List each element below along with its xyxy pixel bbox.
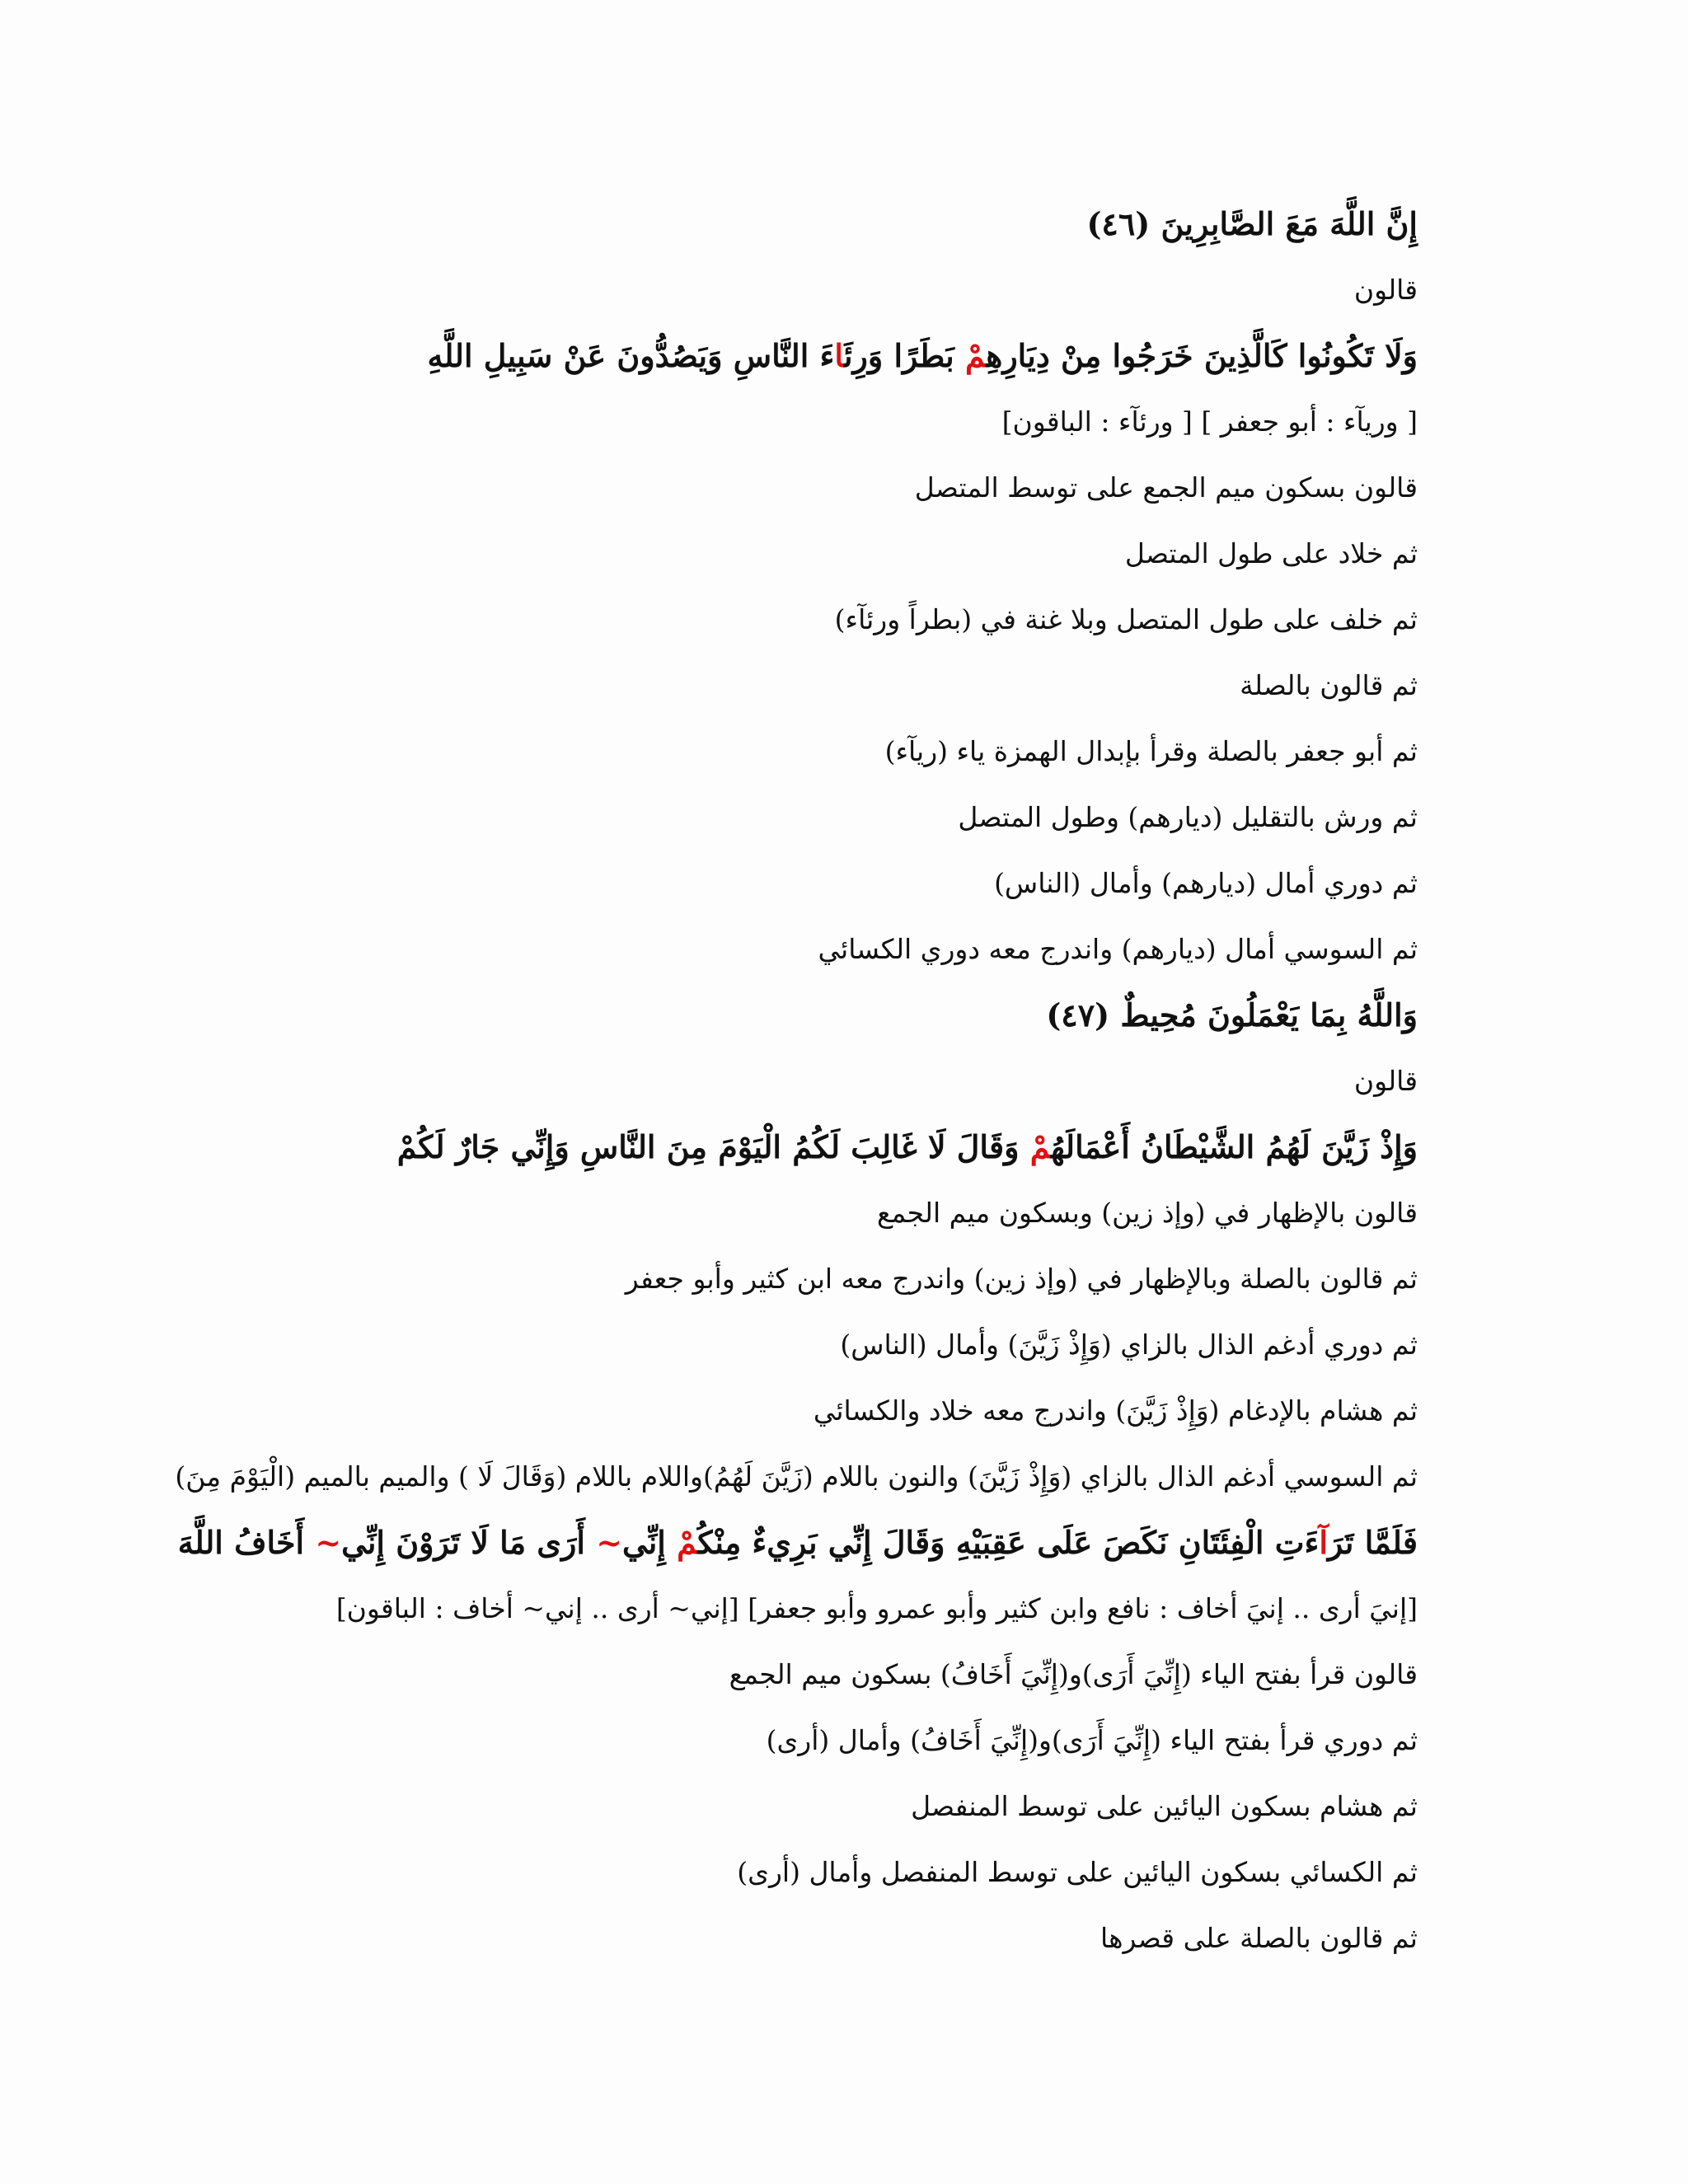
text-segment: ثم قالون بالصلة وبالإظهار في (وإذ زين) واندرج معه ابن كثير وأبو جعفر — [625, 1263, 1418, 1295]
text-segment: قالون بالإظهار في (وإذ زين) وبسكون ميم الجمع — [876, 1197, 1418, 1229]
highlighted-segment: ~ — [315, 1524, 342, 1561]
text-segment: ءَتِ الْفِئَتَانِ نَكَصَ عَلَى عَقِبَيْهِ وَقَالَ إِنِّي بَرِيءٌ مِنْكُ — [697, 1524, 1320, 1561]
note-line — [321, 1642, 1418, 1708]
verse-line — [321, 982, 1418, 1048]
text-segment: [إنيَ أرى .. إنيَ أخاف : نافع وابن كثير وأبو عمرو وأبو جعفر] [إني~ أرى .. إني~ أخاف : الباقون] — [335, 1592, 1418, 1624]
text-segment: قالون بسكون ميم الجمع على توسط المتصل — [914, 471, 1418, 504]
note-line — [321, 1905, 1418, 1971]
text-segment: ثم دوري قرأ بفتح الياء (إِنِّيَ أَرَى)و(إِنِّيَ أَخَافُ) وأمال (أرى) — [766, 1724, 1418, 1756]
note-line — [321, 916, 1418, 982]
text-segment: ثم دوري أمال (ديارهم) وأمال (الناس) — [994, 867, 1418, 899]
text-segment: ءَ النَّاسِ وَيَصُدُّونَ عَنْ سَبِيلِ اللَّهِ — [427, 337, 835, 374]
document-page — [175, 191, 1418, 1971]
note-line — [321, 1180, 1418, 1246]
note-line — [175, 1444, 1418, 1510]
highlighted-segment: مْ — [964, 337, 987, 374]
text-segment: أَرَى مَا لَا تَرَوْنَ إِنِّي — [341, 1524, 597, 1561]
note-line — [321, 521, 1418, 587]
note-line — [321, 1708, 1418, 1774]
note-line — [321, 257, 1418, 323]
text-segment: قالون قرأ بفتح الياء (إِنِّيَ أَرَى)و(إِنِّيَ أَخَافُ) بسكون ميم الجمع — [729, 1658, 1418, 1690]
note-line — [321, 1048, 1418, 1114]
text-segment: ثم هشام بسكون اليائين على توسط المنفصل — [911, 1790, 1418, 1822]
text-segment: وَقَالَ لَا غَالِبَ لَكُمُ الْيَوْمَ مِنَ النَّاسِ وَإِنِّي جَارٌ لَكُمْ — [396, 1128, 1030, 1165]
text-segment: ثم أبو جعفر بالصلة وقرأ بإبدال الهمزة ياء (ريآء) — [884, 735, 1418, 767]
verse-line — [177, 1510, 1418, 1576]
text-segment: أَخَافُ اللَّهَ — [177, 1524, 316, 1561]
highlighted-segment: ا — [834, 337, 844, 374]
note-line — [321, 1576, 1418, 1642]
note-line — [321, 1840, 1418, 1905]
highlighted-segment: مْ — [1029, 1128, 1051, 1165]
text-segment: ثم هشام بالإدغام (وَإِذْ زَيَّنَ) واندرج معه خلاد والكسائي — [813, 1394, 1418, 1427]
text-segment: إِنَّ اللَّهَ مَعَ الصَّابِرِينَ (٤٦) — [1086, 205, 1418, 242]
text-segment: ثم دوري أدغم الذال بالزاي (وَإِذْ زَيَّنَ) وأمال (الناس) — [840, 1329, 1418, 1361]
note-line — [321, 851, 1418, 916]
verse-line — [321, 1114, 1418, 1180]
highlighted-segment: ~ — [596, 1524, 623, 1561]
highlighted-segment: آ — [1319, 1524, 1328, 1561]
note-line — [321, 389, 1418, 455]
text-segment: قالون — [1353, 1065, 1418, 1097]
text-segment: ثم قالون بالصلة — [1240, 669, 1418, 701]
text-segment: ثم ورش بالتقليل (ديارهم) وطول المتصل — [958, 801, 1418, 833]
text-segment: ثم خلف على طول المتصل وبلا غنة في (بطراً ورئآء) — [834, 603, 1418, 635]
text-segment: [ وريآء : أبو جعفر ] [ ورئآء : الباقون] — [1001, 405, 1418, 438]
note-line — [321, 785, 1418, 851]
note-line — [321, 719, 1418, 785]
note-line — [321, 1246, 1418, 1312]
text-segment: ثم قالون بالصلة على قصرها — [1100, 1922, 1418, 1954]
verse-line — [321, 191, 1418, 257]
text-segment: وَإِذْ زَيَّنَ لَهُمُ الشَّيْطَانُ أَعْمَالَهُ — [1050, 1128, 1418, 1165]
text-segment: ثم الكسائي بسكون اليائين على توسط المنفصل وأمال (أرى) — [737, 1856, 1418, 1888]
note-line — [321, 587, 1418, 653]
text-segment: بَطَرًا وَرِئَ — [843, 337, 965, 374]
text-segment: قالون — [1353, 274, 1418, 306]
note-line — [321, 1378, 1418, 1444]
text-segment: وَاللَّهُ بِمَا يَعْمَلُونَ مُحِيطٌ (٤٧) — [1046, 996, 1418, 1033]
note-line — [321, 653, 1418, 719]
text-segment: ثم السوسي أدغم الذال بالزاي (وَإِذْ زَيَّنَ) والنون باللام (زَيَّنَ لَهُمُ)واللام باللام (وَقَالَ لَا ) والميم بالميم (الْيَوْمَ مِنَ) — [175, 1460, 1418, 1493]
text-segment: ثم خلاد على طول المتصل — [1124, 537, 1418, 569]
note-line — [321, 1312, 1418, 1378]
text-segment: إِنِّي — [622, 1524, 678, 1561]
highlighted-segment: مْ — [677, 1524, 698, 1561]
text-segment: فَلَمَّا تَرَ — [1327, 1524, 1418, 1561]
text-segment: وَلَا تَكُونُوا كَالَّذِينَ خَرَجُوا مِنْ دِيَارِهِ — [986, 337, 1418, 374]
text-segment: ثم السوسي أمال (ديارهم) واندرج معه دوري الكسائي — [818, 933, 1418, 965]
verse-line — [321, 323, 1418, 389]
note-line — [321, 1774, 1418, 1840]
note-line — [321, 455, 1418, 521]
